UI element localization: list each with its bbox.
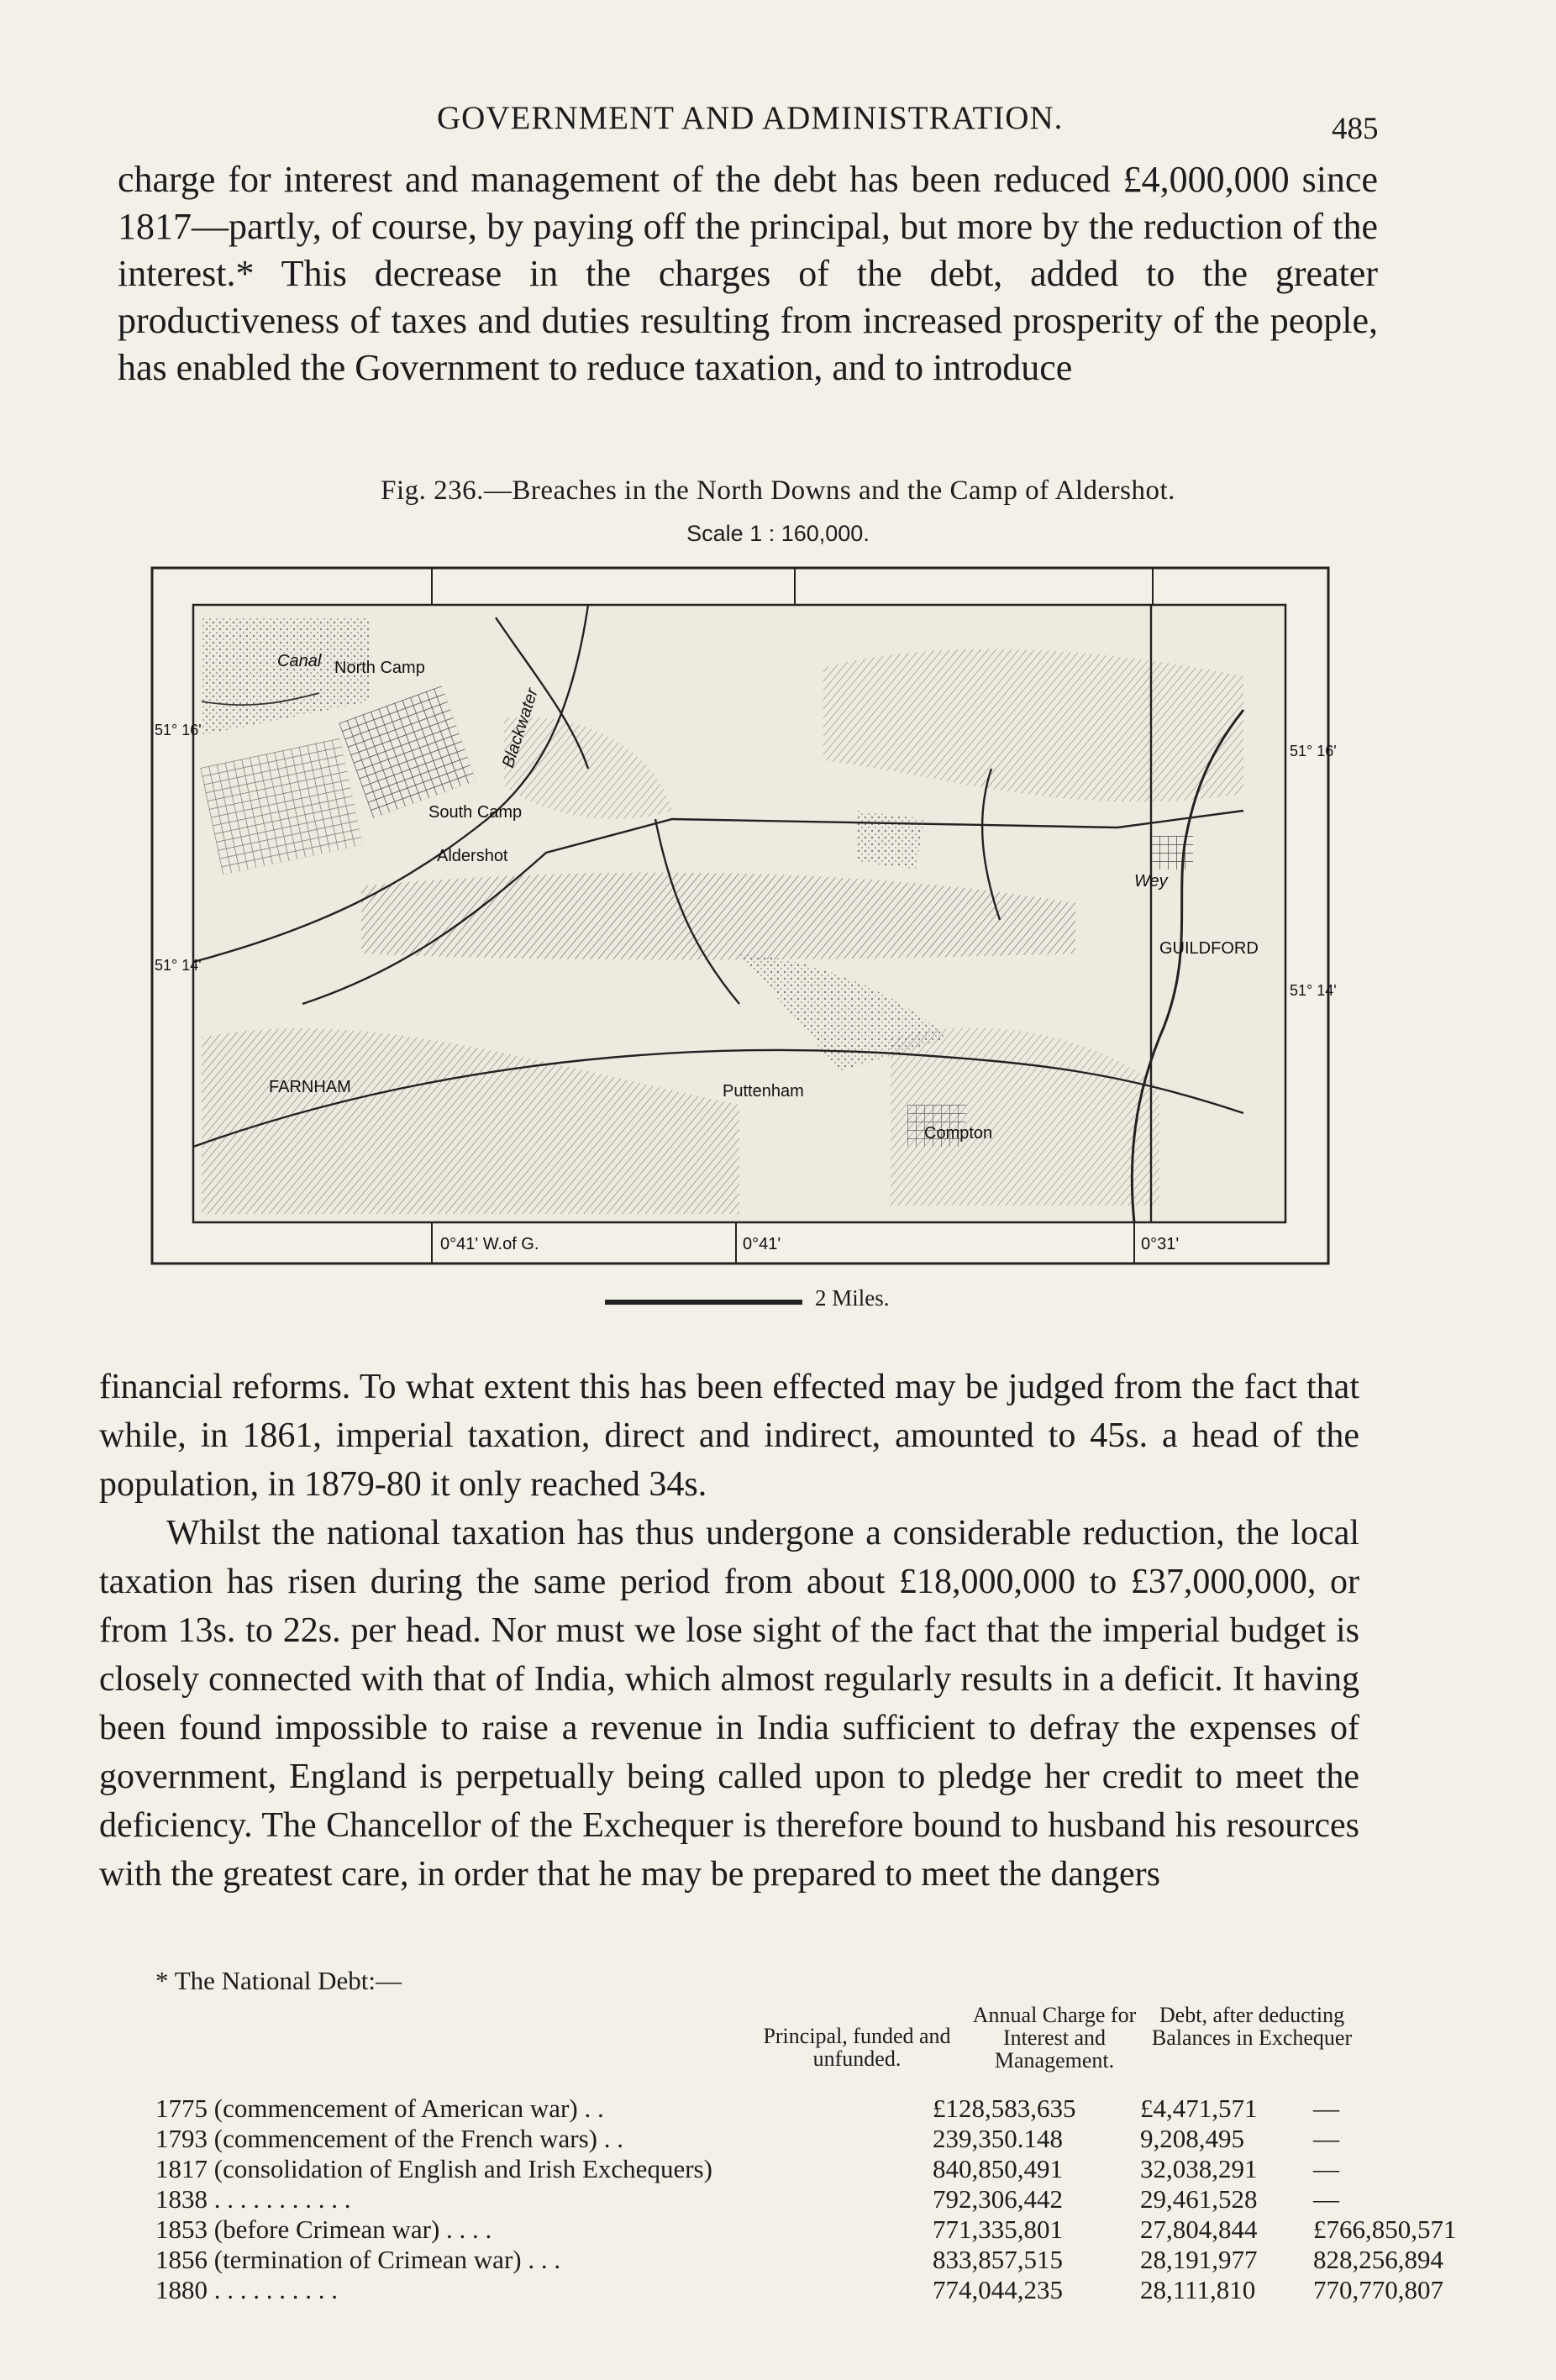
row-principal: 840,850,491 — [933, 2154, 1063, 2183]
table-row — [155, 2275, 1443, 2305]
row-principal: 833,857,515 — [933, 2245, 1063, 2274]
scale-bar — [605, 1300, 802, 1305]
map-label-compton: Compton — [924, 1124, 993, 1143]
row-label: 1838 . . . . . . . . . . . — [155, 2184, 351, 2214]
figure-caption: Fig. 236.—Breaches in the North Downs and the Camp of Aldershot. — [381, 475, 1175, 506]
row-label: 1775 (commencement of American war) . . — [155, 2094, 604, 2123]
scale-bar-label: 2 Miles. — [815, 1285, 890, 1311]
row-net: — — [1313, 2184, 1339, 2214]
col-header-net: Debt, after deducting Balances in Exchequer — [1151, 2003, 1353, 2050]
table-row — [155, 2215, 1457, 2245]
map-label-blackwater: Blackwater — [498, 686, 542, 770]
row-label: 1817 (consolidation of English and Irish Exchequers) — [155, 2154, 712, 2183]
table-row — [155, 2245, 1443, 2275]
lon-031: 0°31' — [1141, 1235, 1180, 1253]
table-row — [155, 2094, 1348, 2124]
col-header-charge: Annual Charge for Interest and Management. — [972, 2003, 1137, 2073]
body-paragraph-2: Whilst the national taxation has thus undergone a considerable reduction, the local taxation has risen during the same period from about £18,000,000 to £37,000,000, or from 13s. to 22s. per head. Nor must we lose sight of the fact that the imperial budget is closely connected with that of India, which almost regularly results in a deficit. It having been found impossible to raise a revenue in India sufficient to defray the expenses of government, England is perpetually being called upon to pledge her credit to meet the deficiency. The Chancellor of the Exchequer is therefore bound to husband his resources with the greatest care, in order that he may be prepared to meet the dangers — [99, 1514, 1359, 1894]
map-label-wey: Wey — [1134, 872, 1168, 891]
row-principal: 771,335,801 — [933, 2215, 1063, 2244]
row-charge: 9,208,495 — [1140, 2124, 1244, 2153]
map-label-canal: Canal — [277, 652, 322, 670]
lon-041: 0°41' W.of G. — [440, 1235, 539, 1253]
row-label: 1853 (before Crimean war) . . . . — [155, 2215, 492, 2244]
row-charge: 32,038,291 — [1140, 2154, 1258, 2183]
map-label-aldershot: Aldershot — [437, 847, 508, 865]
lat-5116-right: 51° 16' — [1290, 743, 1337, 759]
row-charge: 27,804,844 — [1140, 2215, 1258, 2244]
row-label: 1793 (commencement of the French wars) . . — [155, 2124, 623, 2153]
table-row — [155, 2124, 1348, 2154]
lat-5114-right: 51° 14' — [1290, 982, 1337, 999]
col-header-principal: Principal, funded and unfunded. — [763, 2024, 951, 2071]
map-label-south-camp: South Camp — [428, 803, 523, 822]
row-charge: 28,191,977 — [1140, 2245, 1258, 2274]
map-figure — [151, 567, 1337, 1264]
map-label-guildford: GUILDFORD — [1159, 939, 1259, 958]
figure-scale: Scale 1 : 160,000. — [686, 521, 870, 546]
table-row — [155, 2154, 1348, 2184]
row-principal: 792,306,442 — [933, 2184, 1063, 2214]
footnote-title: * The National Debt:— — [155, 1966, 402, 1995]
map-label-farnham: FARNHAM — [269, 1078, 351, 1096]
row-charge: 29,461,528 — [1140, 2184, 1258, 2214]
page-number: 485 — [1332, 112, 1379, 146]
lat-5116-left: 51° 16' — [155, 722, 202, 738]
row-net: £766,850,571 — [1313, 2215, 1457, 2244]
row-net: — — [1313, 2124, 1339, 2153]
top-paragraph: charge for interest and management of the debt has been reduced £4,000,000 since 1817—partly, of course, by paying off the principal, but more by the reduction of the interest.* This decrease in the charges of the debt, added to the greater productiveness of taxes and duties resulting from increased prosperity of the people, has enabled the Government to reduce taxation, and to introduce — [118, 159, 1378, 388]
row-net: 828,256,894 — [1313, 2245, 1443, 2274]
lon-036: 0°41' — [743, 1235, 781, 1253]
row-principal: £128,583,635 — [933, 2094, 1076, 2123]
row-label: 1880 . . . . . . . . . . — [155, 2275, 338, 2304]
row-net: — — [1313, 2094, 1339, 2123]
row-principal: 774,044,235 — [933, 2275, 1063, 2304]
map-label-puttenham: Puttenham — [723, 1082, 804, 1101]
running-title: GOVERNMENT AND ADMINISTRATION. — [437, 100, 1064, 136]
row-charge: 28,111,810 — [1140, 2275, 1256, 2304]
row-net: — — [1313, 2154, 1339, 2183]
body-text — [99, 1363, 1359, 1899]
map-label-north-camp: North Camp — [334, 659, 425, 677]
lat-5114-left: 51° 14' — [155, 957, 202, 974]
row-net: 770,770,807 — [1313, 2275, 1443, 2304]
row-label: 1856 (termination of Crimean war) . . . — [155, 2245, 561, 2274]
row-charge: £4,471,571 — [1140, 2094, 1258, 2123]
body-paragraph-1: financial reforms. To what extent this has been effected may be judged from the fact that while, in 1861, imperial taxation, direct and indirect, amounted to 45s. a head of the population, in 1879-80 it only reached 34s. — [99, 1368, 1359, 1504]
row-principal: 239,350.148 — [933, 2124, 1063, 2153]
table-row — [155, 2184, 1348, 2215]
